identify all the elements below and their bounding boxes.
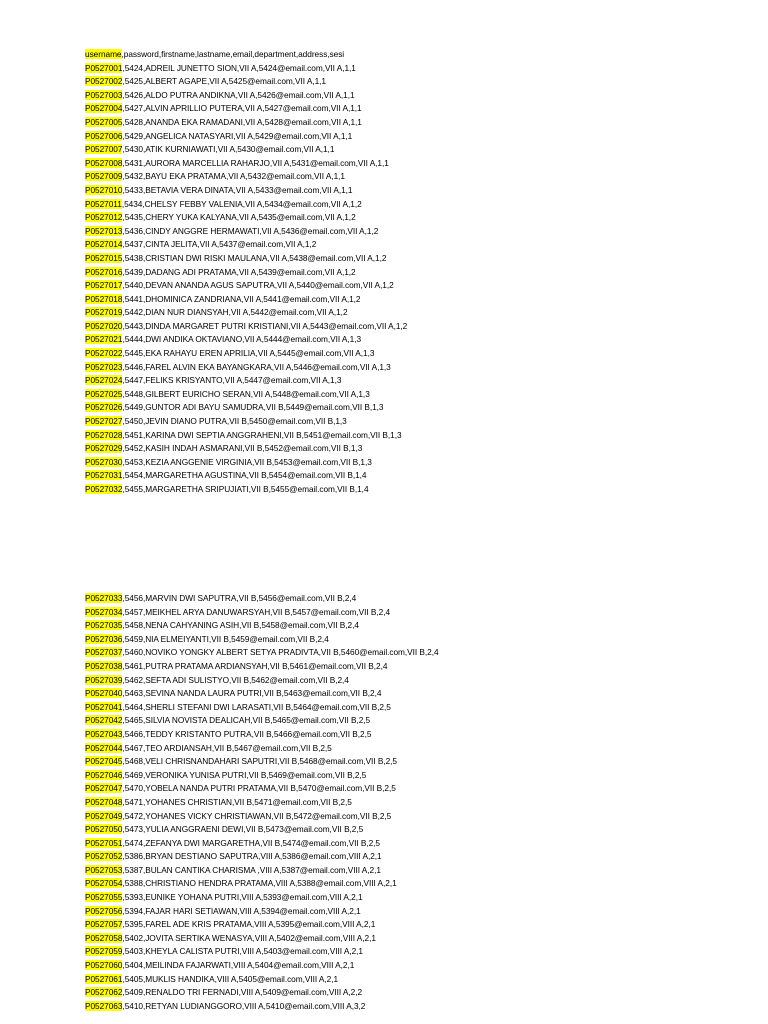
row-fields: ,5447,FELIKS KRISYANTO,VII A,5447@email.com,VII A,1,3 xyxy=(122,375,342,386)
row-fields: ,5461,PUTRA PRATAMA ARDIANSYAH,VII B,5461@email.com,VII B,2,4 xyxy=(122,660,388,671)
csv-row xyxy=(85,62,407,76)
csv-row xyxy=(85,198,407,212)
csv-row xyxy=(85,415,407,429)
row-username: P0527053 xyxy=(85,864,123,875)
row-fields: ,5427,ALVIN APRILLIO PUTERA,VII A,5427@email.com,VII A,1,1 xyxy=(122,103,362,114)
csv-row xyxy=(85,769,439,783)
csv-row xyxy=(85,714,439,728)
row-fields: ,5448,GILBERT EURICHO SERAN,VII A,5448@email.com,VII A,1,3 xyxy=(122,388,370,399)
csv-row xyxy=(85,796,439,810)
row-fields: ,5441,DHOMINICA ZANDRIANA,VII A,5441@email.com,VII A,1,2 xyxy=(122,293,361,304)
csv-row xyxy=(85,850,439,864)
row-fields: ,5424,ADREIL JUNETTO SION,VII A,5424@email.com,VII A,1,1 xyxy=(122,62,356,73)
csv-row xyxy=(85,592,439,606)
row-username: P0527056 xyxy=(85,905,123,916)
row-username: P0527049 xyxy=(85,810,123,821)
row-fields: ,5463,SEVINA NANDA LAURA PUTRI,VII B,5463@email.com,VII B,2,4 xyxy=(122,688,382,699)
row-fields: ,5462,SEFTA ADI SULISTYO,VII B,5462@email.com,VII B,2,4 xyxy=(122,674,349,685)
csv-row xyxy=(85,279,407,293)
csv-row xyxy=(85,469,407,483)
csv-row xyxy=(85,864,439,878)
row-fields: ,5445,EKA RAHAYU EREN APRILIA,VII A,5445@email.com,VII A,1,3 xyxy=(122,348,375,359)
csv-row xyxy=(85,674,439,688)
row-fields: ,5432,BAYU EKA PRATAMA,VII A,5432@email.com,VII A,1,1 xyxy=(122,171,345,182)
row-username: P0527008 xyxy=(85,157,123,168)
csv-row xyxy=(85,130,407,144)
csv-row xyxy=(85,456,407,470)
row-fields: ,5405,MUKLIS HANDIKA,VIII A,5405@email.com,VIII A,2,1 xyxy=(122,973,339,984)
header-username: username xyxy=(85,49,122,59)
row-fields: ,5442,DIAN NUR DIANSYAH,VII A,5442@email.com,VII A,1,2 xyxy=(122,307,348,318)
row-username: P0527011 xyxy=(85,198,122,209)
row-username: P0527042 xyxy=(85,715,123,726)
row-fields: ,5444,DWI ANDIKA OKTAVIANO,VII A,5444@email.com,VII A,1,3 xyxy=(122,334,362,345)
row-fields: ,5438,CRISTIAN DWI RISKI MAULANA,VII A,5438@email.com,VII A,1,2 xyxy=(122,252,387,263)
csv-row xyxy=(85,374,407,388)
csv-row xyxy=(85,823,439,837)
csv-row xyxy=(85,347,407,361)
row-username: P0527001 xyxy=(85,62,123,73)
row-fields: ,5426,ALDO PUTRA ANDIKNA,VII A,5426@email.com,VII A,1,1 xyxy=(122,89,355,100)
row-fields: ,5465,SILVIA NOVISTA DEALICAH,VII B,5465@email.com,VII B,2,5 xyxy=(122,715,371,726)
csv-row xyxy=(85,782,439,796)
row-fields: ,5460,NOVIKO YONGKY ALBERT SETYA PRADIVTA,VII B,5460@email.com,VII B,2,4 xyxy=(122,647,439,658)
csv-row xyxy=(85,184,407,198)
row-fields: ,5410,RETYAN LUDIANGGORO,VIII A,5410@email.com,VIII A,3,2 xyxy=(122,1000,366,1011)
row-username: P0527044 xyxy=(85,742,123,753)
csv-row xyxy=(85,157,407,171)
row-fields: ,5425,ALBERT AGAPE,VII A,5425@email.com,VII A,1,1 xyxy=(122,76,326,87)
row-username: P0527003 xyxy=(85,89,123,100)
row-fields: ,5404,MEILINDA FAJARWATI,VIII A,5404@email.com,VIII A,2,1 xyxy=(122,960,355,971)
csv-row xyxy=(85,973,439,987)
csv-row xyxy=(85,1000,439,1014)
csv-row xyxy=(85,89,407,103)
row-username: P0527004 xyxy=(85,103,123,114)
row-username: P0527028 xyxy=(85,429,123,440)
row-fields: ,5473,YULIA ANGGRAENI DEWI,VII B,5473@email.com,VII B,2,5 xyxy=(122,824,364,835)
row-username: P0527029 xyxy=(85,443,123,454)
row-fields: ,5437,CINTA JELITA,VII A,5437@email.com,VII A,1,2 xyxy=(122,239,317,250)
csv-block-1 xyxy=(85,48,407,497)
row-username: P0527036 xyxy=(85,633,123,644)
row-fields: ,5443,DINDA MARGARET PUTRI KRISTIANI,VII A,5443@email.com,VII A,1,2 xyxy=(122,320,408,331)
row-username: P0527016 xyxy=(85,266,123,277)
csv-row xyxy=(85,238,407,252)
row-username: P0527021 xyxy=(85,334,123,345)
row-username: P0527059 xyxy=(85,946,123,957)
row-username: P0527037 xyxy=(85,647,123,658)
row-fields: ,5456,MARVIN DWI SAPUTRA,VII B,5456@email.com,VII B,2,4 xyxy=(122,593,357,603)
csv-row xyxy=(85,660,439,674)
row-username: P0527013 xyxy=(85,225,123,236)
row-username: P0527033 xyxy=(85,593,123,603)
row-username: P0527006 xyxy=(85,130,123,141)
row-fields: ,5454,MARGARETHA AGUSTINA,VII B,5454@email.com,VII B,1,4 xyxy=(122,470,367,481)
csv-row xyxy=(85,945,439,959)
csv-row xyxy=(85,102,407,116)
row-fields: ,5472,YOHANES VICKY CHRISTIAWAN,VII B,5472@email.com,VII B,2,5 xyxy=(122,810,392,821)
row-username: P0527050 xyxy=(85,824,123,835)
row-fields: ,5431,AURORA MARCELLIA RAHARJO,VII A,5431@email.com,VII A,1,1 xyxy=(122,157,389,168)
row-username: P0527052 xyxy=(85,851,123,862)
row-username: P0527027 xyxy=(85,416,123,427)
row-fields: ,5450,JEVIN DIANO PUTRA,VII B,5450@email.com,VII B,1,3 xyxy=(122,416,347,427)
row-fields: ,5474,ZEFANYA DWI MARGARETHA,VII B,5474@email.com,VII B,2,5 xyxy=(122,837,380,848)
row-username: P0527063 xyxy=(85,1000,123,1011)
row-username: P0527030 xyxy=(85,456,123,467)
row-username: P0527054 xyxy=(85,878,123,889)
row-username: P0527048 xyxy=(85,796,123,807)
row-fields: ,5446,FAREL ALVIN EKA BAYANGKARA,VII A,5446@email.com,VII A,1,3 xyxy=(122,361,391,372)
row-fields: ,5395,FAREL ADE KRIS PRATAMA,VIII A,5395@email.com,VIII A,2,1 xyxy=(122,919,376,930)
csv-row xyxy=(85,211,407,225)
row-fields: ,5434,CHELSY FEBBY VALENIA,VII A,5434@email.com,VII A,1,2 xyxy=(121,198,362,209)
row-username: P0527034 xyxy=(85,606,123,617)
csv-row xyxy=(85,320,407,334)
row-fields: ,5470,YOBELA NANDA PUTRI PRATAMA,VII B,5470@email.com,VII B,2,5 xyxy=(122,783,396,794)
row-fields: ,5464,SHERLI STEFANI DWI LARASATI,VII B,5464@email.com,VII B,2,5 xyxy=(122,701,391,712)
csv-row xyxy=(85,225,407,239)
csv-row xyxy=(85,266,407,280)
row-username: P0527002 xyxy=(85,76,123,87)
csv-row xyxy=(85,619,439,633)
row-username: P0527040 xyxy=(85,688,123,699)
row-username: P0527012 xyxy=(85,212,123,223)
row-username: P0527046 xyxy=(85,769,123,780)
row-fields: ,5469,VERONIKA YUNISA PUTRI,VII B,5469@email.com,VII B,2,5 xyxy=(122,769,367,780)
row-username: P0527062 xyxy=(85,987,123,998)
csv-row xyxy=(85,687,439,701)
row-username: P0527024 xyxy=(85,375,123,386)
row-username: P0527026 xyxy=(85,402,123,413)
csv-row xyxy=(85,918,439,932)
row-username: P0527018 xyxy=(85,293,123,304)
row-username: P0527035 xyxy=(85,620,123,631)
row-username: P0527031 xyxy=(85,470,123,481)
csv-row xyxy=(85,401,407,415)
row-fields: ,5452,KASIH INDAH ASMARANI,VII B,5452@email.com,VII B,1,3 xyxy=(122,443,363,454)
row-fields: ,5459,NIA ELMEIYANTI,VII B,5459@email.com,VII B,2,4 xyxy=(122,633,329,644)
row-fields: ,5440,DEVAN ANANDA AGUS SAPUTRA,VII A,5440@email.com,VII A,1,2 xyxy=(122,280,394,291)
row-username: P0527007 xyxy=(85,144,123,155)
csv-row xyxy=(85,932,439,946)
row-username: P0527058 xyxy=(85,932,123,943)
row-username: P0527010 xyxy=(85,184,123,195)
row-fields: ,5428,ANANDA EKA RAMADANI,VII A,5428@email.com,VII A,1,1 xyxy=(122,116,362,127)
row-username: P0527032 xyxy=(85,484,123,494)
row-fields: ,5402,JOVITA SERTIKA WENASYA,VIII A,5402@email.com,VIII A,2,1 xyxy=(122,932,376,943)
row-username: P0527047 xyxy=(85,783,123,794)
row-fields: ,5433,BETAVIA VERA DINATA,VII A,5433@email.com,VII A,1,1 xyxy=(122,184,353,195)
csv-row xyxy=(85,742,439,756)
row-username: P0527051 xyxy=(85,837,123,848)
csv-row xyxy=(85,306,407,320)
row-fields: ,5466,TEDDY KRISTANTO PUTRA,VII B,5466@email.com,VII B,2,5 xyxy=(122,728,372,739)
row-username: P0527017 xyxy=(85,280,123,291)
csv-row xyxy=(85,483,407,497)
row-fields: ,5435,CHERY YUKA KALYANA,VII A,5435@email.com,VII A,1,2 xyxy=(122,212,356,223)
csv-row xyxy=(85,755,439,769)
row-username: P0527045 xyxy=(85,756,123,767)
row-username: P0527025 xyxy=(85,388,123,399)
row-username: P0527055 xyxy=(85,892,123,903)
row-fields: ,5457,MEIKHEL ARYA DANUWARSYAH,VII B,5457@email.com,VII B,2,4 xyxy=(122,606,391,617)
csv-row xyxy=(85,170,407,184)
row-username: P0527060 xyxy=(85,960,123,971)
row-fields: ,5451,KARINA DWI SEPTIA ANGGRAHENI,VII B,5451@email.com,VII B,1,3 xyxy=(122,429,402,440)
row-username: P0527005 xyxy=(85,116,123,127)
row-username: P0527015 xyxy=(85,252,123,263)
csv-row xyxy=(85,701,439,715)
row-fields: ,5449,GUNTOR ADI BAYU SAMUDRA,VII B,5449@email.com,VII B,1,3 xyxy=(122,402,384,413)
csv-row xyxy=(85,388,407,402)
csv-row xyxy=(85,810,439,824)
csv-row xyxy=(85,891,439,905)
row-fields: ,5455,MARGARETHA SRIPUJIATI,VII B,5455@email.com,VII B,1,4 xyxy=(122,484,369,494)
row-fields: ,5430,ATIK KURNIAWATI,VII A,5430@email.com,VII A,1,1 xyxy=(122,144,335,155)
row-fields: ,5467,TEO ARDIANSAH,VII B,5467@email.com,VII B,2,5 xyxy=(122,742,332,753)
row-username: P0527009 xyxy=(85,171,123,182)
header-rest: ,password,firstname,lastname,email,department,address,sesi xyxy=(121,49,345,59)
csv-row xyxy=(85,333,407,347)
csv-row xyxy=(85,606,439,620)
row-fields: ,5436,CINDY ANGGRE HERMAWATI,VII A,5436@email.com,VII A,1,2 xyxy=(122,225,379,236)
csv-row xyxy=(85,143,407,157)
row-fields: ,5453,KEZIA ANGGENIE VIRGINIA,VII B,5453@email.com,VII B,1,3 xyxy=(122,456,372,467)
row-fields: ,5471,YOHANES CHRISTIAN,VII B,5471@email.com,VII B,2,5 xyxy=(122,796,352,807)
csv-row xyxy=(85,252,407,266)
row-username: P0527043 xyxy=(85,728,123,739)
row-username: P0527039 xyxy=(85,674,123,685)
row-username: P0527022 xyxy=(85,348,123,359)
csv-row xyxy=(85,75,407,89)
csv-row xyxy=(85,361,407,375)
row-fields: ,5393,EUNIKE YOHANA PUTRI,VIII A,5393@email.com,VIII A,2,1 xyxy=(122,892,363,903)
row-fields: ,5394,FAJAR HARI SETIAWAN,VIII A,5394@email.com,VIII A,2,1 xyxy=(122,905,361,916)
csv-row xyxy=(85,116,407,130)
row-fields: ,5439,DADANG ADI PRATAMA,VII A,5439@email.com,VII A,1,2 xyxy=(122,266,356,277)
csv-row xyxy=(85,986,439,1000)
csv-block-2 xyxy=(85,592,439,1013)
row-username: P0527041 xyxy=(85,701,123,712)
row-fields: ,5403,KHEYLA CALISTA PUTRI,VIII A,5403@email.com,VIII A,2,1 xyxy=(122,946,363,957)
row-fields: ,5386,BRYAN DESTIANO SAPUTRA,VIII A,5386@email.com,VIII A,2,1 xyxy=(122,851,382,862)
row-username: P0527019 xyxy=(85,307,123,318)
row-fields: ,5387,BULAN CANTIKA CHARISMA ,VIII A,5387@email.com,VIII A,2,1 xyxy=(122,864,381,875)
csv-row xyxy=(85,877,439,891)
row-fields: ,5468,VELI CHRISNANDAHARI SAPUTRI,VII B,5468@email.com,VII B,2,5 xyxy=(122,756,397,767)
csv-header-line xyxy=(85,48,407,62)
row-username: P0527023 xyxy=(85,361,123,372)
csv-row xyxy=(85,429,407,443)
csv-row xyxy=(85,293,407,307)
row-username: P0527038 xyxy=(85,660,123,671)
row-username: P0527014 xyxy=(85,239,123,250)
row-username: P0527061 xyxy=(85,973,123,984)
row-fields: ,5388,CHRISTIANO HENDRA PRATAMA,VIII A,5388@email.com,VIII A,2,1 xyxy=(122,878,397,889)
row-fields: ,5409,RENALDO TRI FERNADI,VIII A,5409@email.com,VIII A,2,2 xyxy=(122,987,363,998)
csv-row xyxy=(85,646,439,660)
row-username: P0527020 xyxy=(85,320,123,331)
csv-row xyxy=(85,959,439,973)
csv-row xyxy=(85,728,439,742)
csv-row xyxy=(85,905,439,919)
row-username: P0527057 xyxy=(85,919,123,930)
row-fields: ,5458,NENA CAHYANING ASIH,VII B,5458@email.com,VII B,2,4 xyxy=(122,620,359,631)
csv-row xyxy=(85,837,439,851)
row-fields: ,5429,ANGELICA NATASYARI,VII A,5429@email.com,VII A,1,1 xyxy=(122,130,353,141)
csv-row xyxy=(85,442,407,456)
csv-row xyxy=(85,633,439,647)
